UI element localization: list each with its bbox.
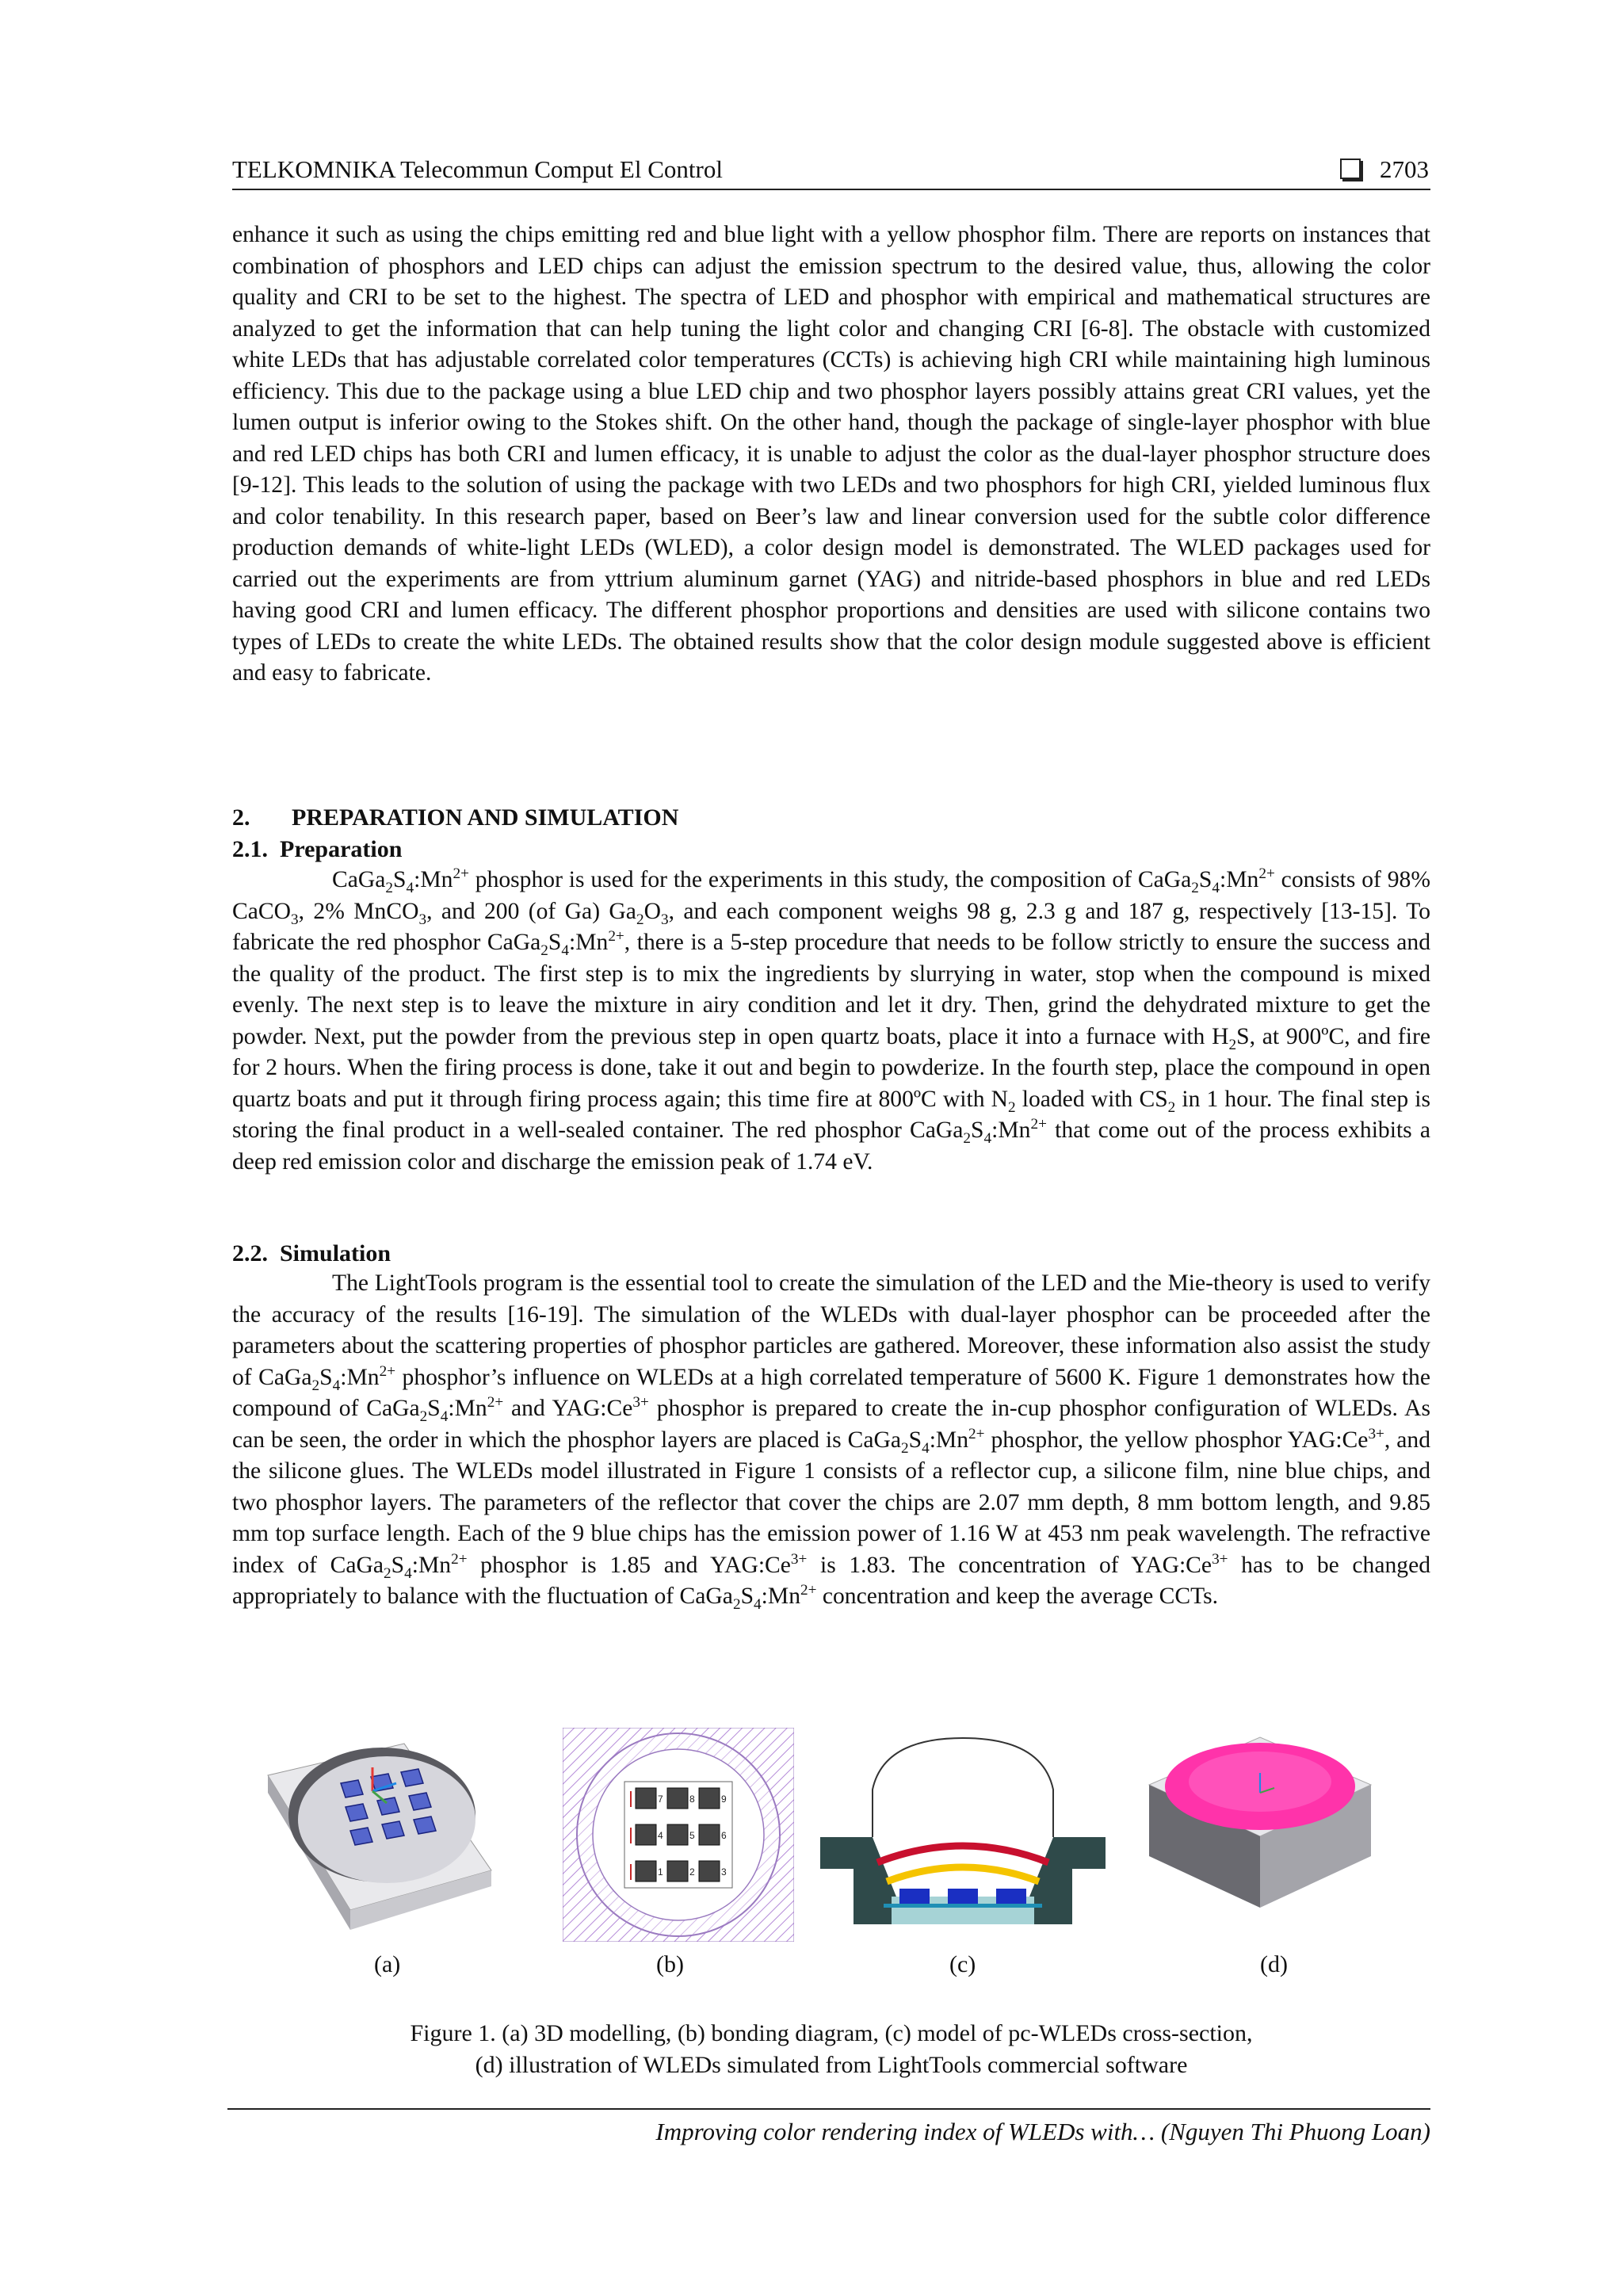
page-number: 2703: [1380, 155, 1429, 183]
bond-label: 4: [658, 1830, 663, 1841]
figure-label-b: (b): [656, 1951, 684, 1977]
bond-label: 8: [689, 1794, 695, 1805]
box-icon: [1340, 159, 1361, 179]
subsection-title: Preparation: [280, 836, 403, 862]
figure-label-c: (c): [949, 1951, 976, 1977]
preparation-paragraph: $CaGa_2S_4:Mn^{2+}$ phosphor is used for the experiments in this study, the composition of $CaGa_2S_4:Mn^{2+}$ consists of 98% CaCO$_3$, 2% MnCO$_3$, and 200 (of Ga) $Ga_2O_3$, and each component weighs 98 g, 2.3 g and 187 g, respectively [13-15]. To fabricate the red phosphor $CaGa_2S_4:Mn^{2+}$, there is a 5-step procedure that needs to be follow strictly to ensure the success and the quality of the product. The first step is to mix the ingredients by slurrying in water, stop when the compound is mixed evenly. The next step is to leave the mixture in airy condition and let it dry. Then, grind the dehydrated mixture to get the powder. Next, put the powder from the previous step in open quartz boats, place it into a furnace with $H_2S$, at 900ºC, and fire for 2 hours. When the firing process is done, take it out and begin to powderize. In the fourth step, place the compound in open quartz boats and put it through firing process again; this time fire at 800ºC with $N_2$ loaded with $CS_2$ in 1 hour. The final step is storing the final product in a well-sealed container. The red phosphor $CaGa_2S_4:Mn^{2+}$ that come out of the process exhibits a deep red emission color and discharge the emission peak of 1.74 eV.: [232, 865, 1431, 1175]
bond-label: 2: [689, 1866, 695, 1878]
subsection-number: 2.2.: [232, 1240, 268, 1266]
figure-caption: [232, 2018, 1430, 2081]
figure-label-d: (d): [1260, 1951, 1288, 1977]
figure-a-3d-model: [262, 1736, 499, 1934]
bond-label: 7: [658, 1794, 663, 1805]
figure-b-bonding-diagram: [563, 1728, 794, 1942]
running-header: [232, 155, 1430, 190]
bond-label: 5: [689, 1830, 695, 1841]
section-title: PREPARATION AND SIMULATION: [292, 804, 679, 831]
subsection-heading-preparation: [232, 836, 402, 863]
bond-label: 1: [658, 1866, 663, 1878]
footer-rule: [227, 2108, 1430, 2110]
section-heading: [232, 804, 678, 831]
running-footer: Improving color rendering index of WLEDs with… (Nguyen Thi Phuong Loan): [655, 2118, 1430, 2145]
figure-d-lighttools-render: [1141, 1729, 1379, 1920]
section-number: 2.: [232, 804, 250, 831]
bond-label: 3: [721, 1866, 727, 1878]
subsection-title: Simulation: [280, 1240, 391, 1266]
bond-label: 9: [721, 1794, 727, 1805]
subsection-heading-simulation: [232, 1240, 391, 1267]
journal-name: TELKOMNIKA Telecommun Comput El Control: [232, 155, 723, 183]
subsection-number: 2.1.: [232, 836, 268, 862]
figure-c-cross-section: [820, 1734, 1106, 1948]
simulation-paragraph: The LightTools program is the essential tool to create the simulation of the LED and the Mie-theory is used to verify the accuracy of the results [16-19]. The simulation of the WLEDs with dual-layer phosphor can be proceeded after the parameters about the scattering properties of phosphor particles are gathered. Moreover, these information also assist the study of $CaGa_2S_4:Mn^{2+}$ phosphor’s influence on WLEDs at a high correlated temperature of 5600 K. Figure 1 demonstrates how the compound of $CaGa_2S_4:Mn^{2+}$ and $YAG:Ce^{3+}$ phosphor is prepared to create the in-cup phosphor configuration of WLEDs. As can be seen, the order in which the phosphor layers are placed is $CaGa_2S_4:Mn^{2+}$ phosphor, the yellow phosphor $YAG:Ce^{3+}$, and the silicone glues. The WLEDs model illustrated in Figure 1 consists of a reflector cup, a silicone film, nine blue chips, and two phosphor layers. The parameters of the reflector that cover the chips are 2.07 mm depth, 8 mm bottom length, and 9.85 mm top surface length. Each of the 9 blue chips has the emission power of 1.16 W at 453 nm peak wavelength. The refractive index of $CaGa_2S_4:Mn^{2+}$ phosphor is 1.85 and $YAG:Ce^{3+}$ is 1.83. The concentration of $YAG:Ce^{3+}$ has to be changed appropriately to balance with the fluctuation of $CaGa_2S_4:Mn^{2+}$ concentration and keep the average CCTs.: [232, 1270, 1431, 1613]
caption-line-1: Figure 1. (a) 3D modelling, (b) bonding diagram, (c) model of pc-WLEDs cross-section,: [410, 2020, 1253, 2046]
caption-line-2: (d) illustration of WLEDs simulated from LightTools commercial software: [475, 2052, 1188, 2078]
figure-label-a: (a): [374, 1951, 401, 1977]
intro-paragraph: enhance it such as using the chips emitting red and blue light with a yellow phosphor film. There are reports on instances that combination of phosphors and LED chips can adjust the emission spectrum to the desired value, thus, allowing the color quality and CRI to be set to the highest. The spectra of LED and phosphor with empirical and mathematical structures are analyzed to get the information that can help tuning the light color and changing CRI [6-8]. The obstacle with customized white LEDs that has adjustable correlated color temperatures (CCTs) is achieving high CRI while maintaining high luminous efficiency. This due to the package using a blue LED chip and two phosphor layers possibly attains great CRI values, yet the lumen output is inferior owing to the Stokes shift. On the other hand, though the package of single-layer phosphor with blue and red LED chips has both CRI and lumen efficacy, it is unable to adjust the color as the dual-layer phosphor structure does [9-12]. This leads to the solution of using the package with two LEDs and two phosphors for high CRI, yielded luminous flux and color tenability. In this research paper, based on Beer’s law and linear conversion used for the subtle color difference production demands of white-light LEDs (WLED), a color design model is demonstrated. The WLED packages used for carried out the experiments are from yttrium aluminum garnet (YAG) and nitride-based phosphors in blue and red LEDs having good CRI and lumen efficacy. The different phosphor proportions and densities are used with silicone contains two types of LEDs to create the white LEDs. The obtained results show that the color design module suggested above is efficient and easy to fabricate.: [232, 222, 1430, 686]
bond-label: 6: [721, 1830, 727, 1841]
